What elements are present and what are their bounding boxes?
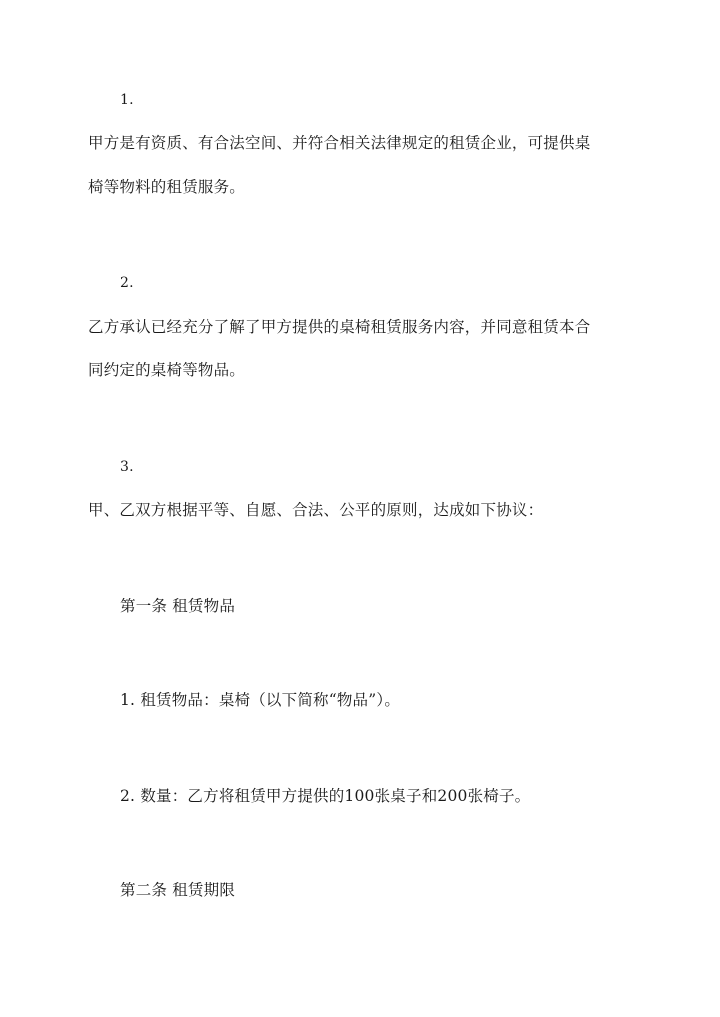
article-2-heading: 第二条 租赁期限 bbox=[120, 881, 236, 899]
clause-1-number: 1. bbox=[120, 92, 134, 108]
clause-2-number: 2. bbox=[120, 275, 134, 291]
clause-1-line-2: 椅等物料的租赁服务。 bbox=[88, 178, 246, 196]
clause-3-line-1: 甲、乙双方根据平等、自愿、合法、公平的原则，达成如下协议： bbox=[88, 501, 544, 519]
clause-2-line-1: 乙方承认已经充分了解了甲方提供的桌椅租赁服务内容，并同意租赁本合 bbox=[88, 318, 591, 336]
clause-3-number: 3. bbox=[120, 459, 134, 475]
article-1-heading: 第一条 租赁物品 bbox=[120, 597, 236, 615]
clause-1-line-1: 甲方是有资质、有合法空间、并符合相关法律规定的租赁企业，可提供桌 bbox=[88, 134, 591, 152]
article-1-item-1: 1. 租赁物品：桌椅（以下简称“物品”）。 bbox=[120, 691, 401, 709]
article-1-item-2: 2. 数量：乙方将租赁甲方提供的100张桌子和200张椅子。 bbox=[120, 787, 531, 805]
clause-2-line-2: 同约定的桌椅等物品。 bbox=[88, 361, 246, 379]
